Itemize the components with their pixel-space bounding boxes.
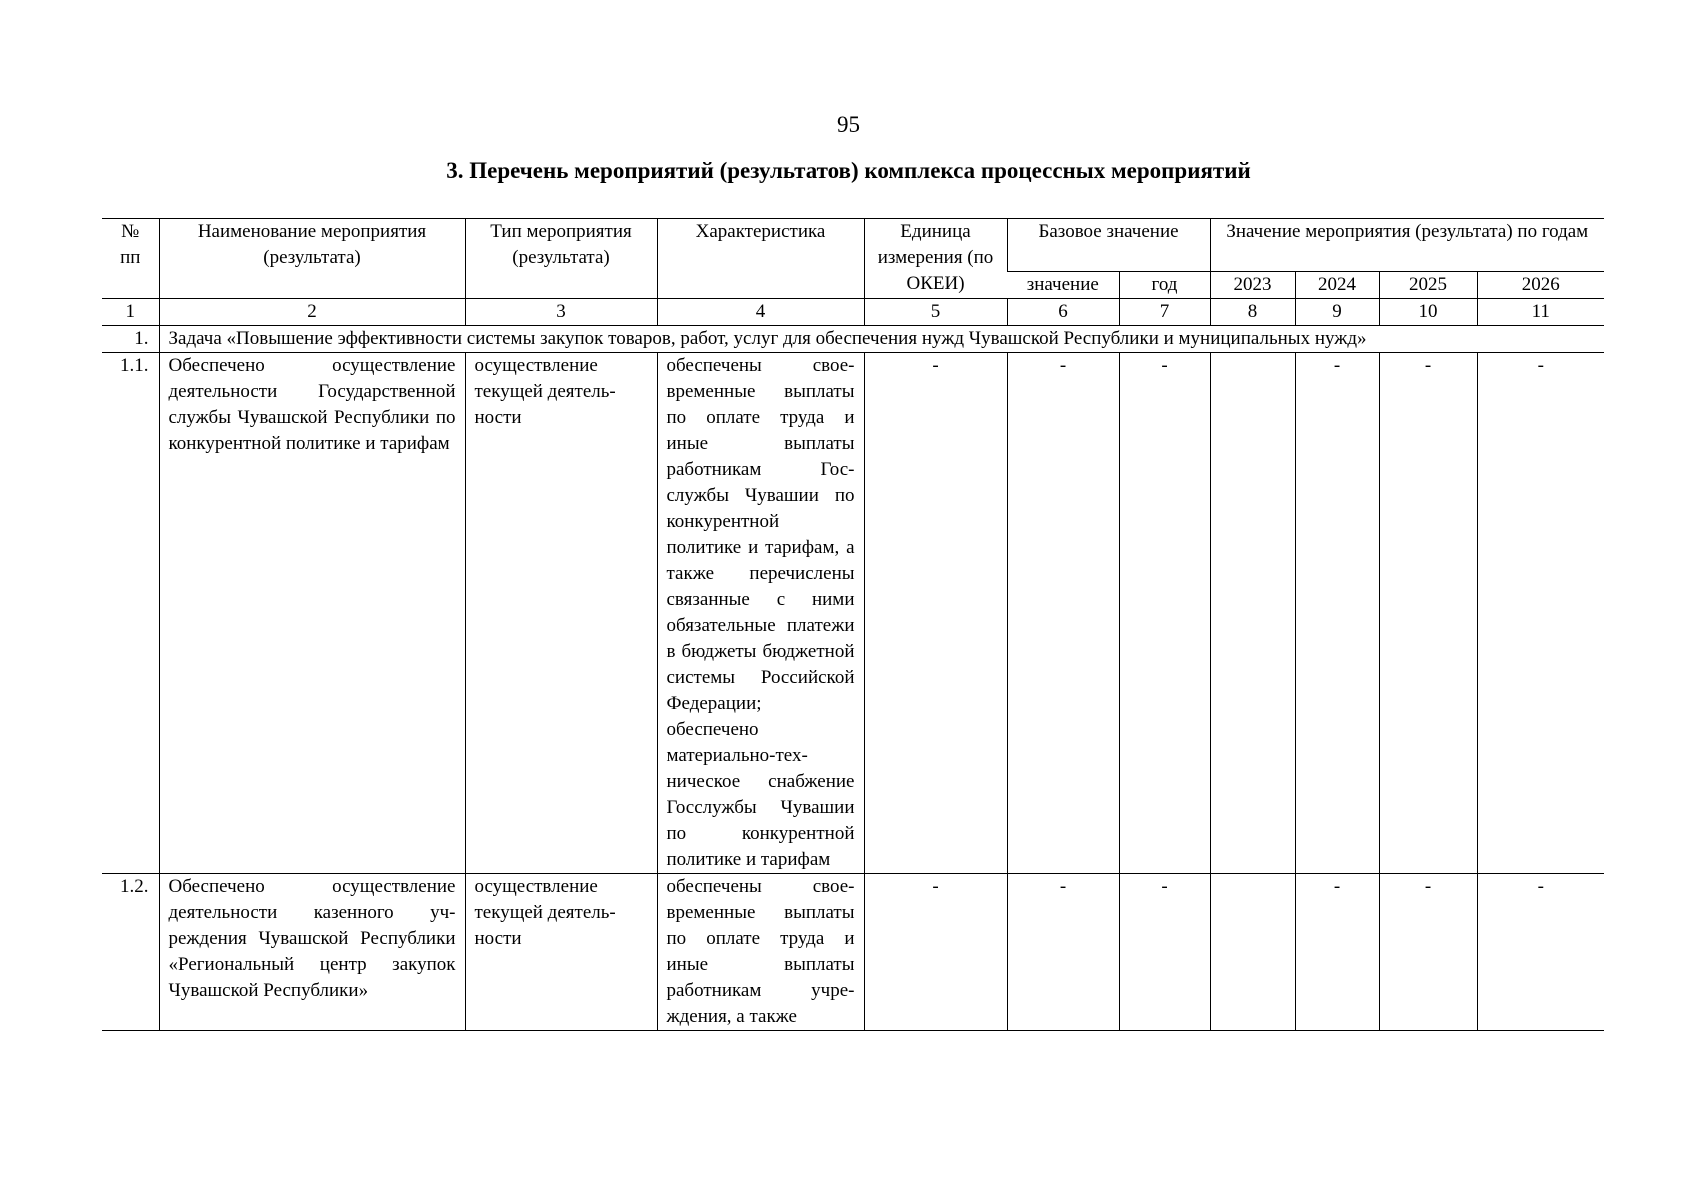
table-row [102,353,1604,874]
row-name: Обеспечено осуществление деятельности Государственной службы Чувашской Республики по конкурентной политике и тарифам [159,353,465,874]
header-unit: Единица измерения (по ОКЕИ) [864,219,1007,299]
header-year-2025: 2025 [1379,272,1477,299]
header-year-2024: 2024 [1295,272,1379,299]
row-value-2026: - [1477,353,1604,874]
task-num: 1. [102,326,159,353]
measures-table [102,218,1604,1031]
row-type: осуществление текущей деятельности [465,353,657,874]
header-characteristic: Характеристика [657,219,864,299]
row-name: Обеспечено осуществление деятельности казенного учреждения Чувашской Республики «Региональный центр закупок Чувашской Республики» [159,874,465,1031]
row-value-2025: - [1379,874,1477,1031]
row-characteristic: обеспечены своевременные выплаты по оплате труда и иные выплаты работникам учреждения, а также [657,874,864,1031]
header-values-by-year: Значение мероприятия (результата) по годам [1210,219,1604,272]
row-base-value: - [1007,874,1119,1031]
column-number: 10 [1379,299,1477,326]
column-number: 11 [1477,299,1604,326]
column-number: 7 [1119,299,1210,326]
column-number: 6 [1007,299,1119,326]
row-num: 1.2. [102,874,159,1031]
row-base-year: - [1119,874,1210,1031]
row-value-2023 [1210,353,1295,874]
column-number: 4 [657,299,864,326]
row-unit: - [864,874,1007,1031]
page-number: 95 [837,112,860,137]
row-base-year: - [1119,353,1210,874]
row-value-2024: - [1295,874,1379,1031]
header-name: Наименование мероприятия (результата) [159,219,465,299]
column-number-row [102,299,1604,326]
task-row [102,326,1604,353]
row-value-2023 [1210,874,1295,1031]
task-text: Задача «Повышение эффективности системы закупок товаров, работ, услуг для обеспечения нужд Чувашской Республики и муниципальных нужд» [159,326,1604,353]
header-num: № пп [102,219,159,299]
table-row [102,874,1604,1031]
header-type: Тип мероприятия (результата) [465,219,657,299]
row-base-value: - [1007,353,1119,874]
row-characteristic: обеспечены своевременные выплаты по оплате труда и иные выплаты работникам Госслужбы Чувашии по конкурентной политике и тарифам, а также перечислены связанные с ними обязательные платежи в бюджеты бюджетной системы Российской Федерации; обеспечено материально-техническое снабжение Госслужбы Чувашии по конкурентной политике и тарифам [657,353,864,874]
column-number: 1 [102,299,159,326]
section-title: 3. Перечень мероприятий (результатов) комплекса процессных мероприятий [446,158,1251,183]
header-base-value-value: значение [1007,272,1119,299]
column-number: 5 [864,299,1007,326]
header-base-value: Базовое значение [1007,219,1210,272]
row-value-2024: - [1295,353,1379,874]
row-value-2026: - [1477,874,1604,1031]
header-base-value-year: год [1119,272,1210,299]
row-num: 1.1. [102,353,159,874]
header-year-2026: 2026 [1477,272,1604,299]
header-year-2023: 2023 [1210,272,1295,299]
column-number: 2 [159,299,465,326]
row-unit: - [864,353,1007,874]
row-value-2025: - [1379,353,1477,874]
column-number: 9 [1295,299,1379,326]
column-number: 3 [465,299,657,326]
row-type: осуществление текущей деятельности [465,874,657,1031]
column-number: 8 [1210,299,1295,326]
